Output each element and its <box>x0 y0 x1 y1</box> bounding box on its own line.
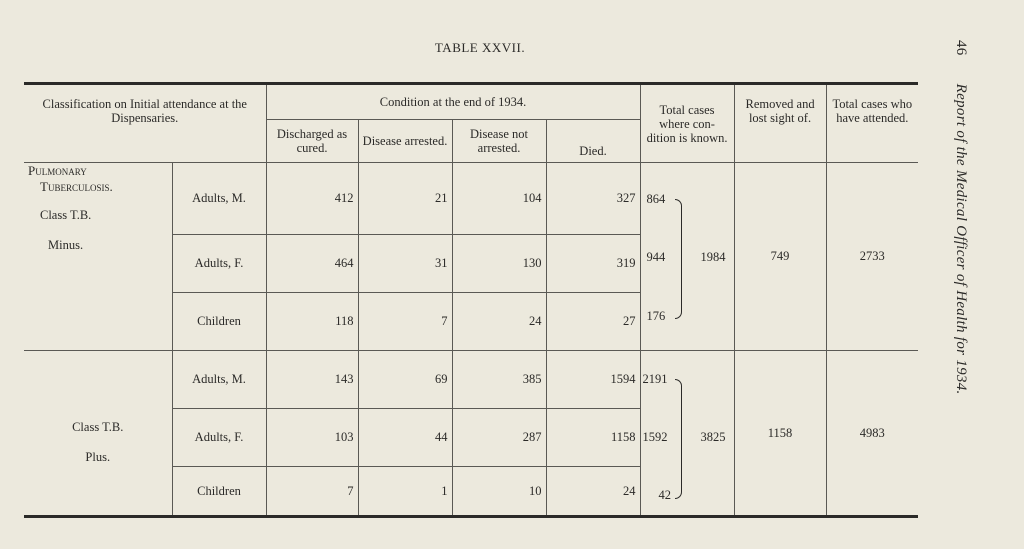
cell-cat: Children <box>172 293 266 351</box>
header-classification: Classification on Initial attendance at the Dispensaries. <box>24 84 266 163</box>
table-row <box>24 351 918 409</box>
cell-died: 1158 <box>546 409 640 467</box>
cell-died: 24 <box>546 467 640 517</box>
known-value: 864 <box>646 192 666 206</box>
known-value: 944 <box>646 250 666 264</box>
label-class-plus: Class T.B. <box>72 420 124 434</box>
cell-arrested: 69 <box>358 351 452 409</box>
cell-discharged: 7 <box>266 467 358 517</box>
tuberculosis-table <box>24 82 918 518</box>
known-value: 176 <box>646 309 666 323</box>
cell-cat: Adults, M. <box>172 163 266 235</box>
page-number: 46 <box>953 40 969 56</box>
cell-arrested: 44 <box>358 409 452 467</box>
cell-arrested: 1 <box>358 467 452 517</box>
bracket <box>675 379 682 499</box>
cell-known-group-plus <box>640 351 734 517</box>
header-discharged: Discharged as cured. <box>266 120 358 163</box>
label-class-minus: Class T.B. <box>40 208 92 222</box>
cell-not-arrested: 10 <box>452 467 546 517</box>
label-plus: Plus. <box>85 450 111 464</box>
header-total-known: Total cases where con-dition is known. <box>640 84 734 163</box>
known-value: 42 <box>658 488 672 502</box>
section-label-minus <box>24 163 172 351</box>
header-condition: Condition at the end of 1934. <box>266 84 640 120</box>
cell-discharged: 464 <box>266 235 358 293</box>
cell-removed-minus: 749 <box>734 163 826 351</box>
cell-total-minus: 2733 <box>826 163 918 351</box>
label-pulmonary: Pulmonary <box>28 163 87 178</box>
table-title: TABLE XXVII. <box>434 40 526 55</box>
cell-discharged: 103 <box>266 409 358 467</box>
label-tuberculosis: Tuberculosis. <box>40 179 113 194</box>
running-head-text: Report of the Medical Officer of Health for 1934. <box>953 83 969 395</box>
cell-known-group-minus <box>640 163 734 351</box>
cell-not-arrested: 104 <box>452 163 546 235</box>
header-died: Died. <box>546 120 640 163</box>
cell-died: 319 <box>546 235 640 293</box>
cell-arrested: 21 <box>358 163 452 235</box>
cell-cat: Children <box>172 467 266 517</box>
cell-removed-plus: 1158 <box>734 351 826 517</box>
table-row <box>24 163 918 235</box>
header-not-arrested: Disease not arrested. <box>452 120 546 163</box>
cell-arrested: 7 <box>358 293 452 351</box>
header-total-attended: Total cases who have attended. <box>826 84 918 163</box>
cell-arrested: 31 <box>358 235 452 293</box>
header-arrested: Disease arrested. <box>358 120 452 163</box>
running-head <box>952 40 969 395</box>
known-total-minus: 1984 <box>700 250 726 264</box>
cell-cat: Adults, M. <box>172 351 266 409</box>
known-value: 2191 <box>642 372 668 386</box>
cell-cat: Adults, F. <box>172 409 266 467</box>
cell-died: 27 <box>546 293 640 351</box>
cell-not-arrested: 24 <box>452 293 546 351</box>
known-value: 1592 <box>642 430 668 444</box>
header-removed: Removed and lost sight of. <box>734 84 826 163</box>
cell-not-arrested: 385 <box>452 351 546 409</box>
cell-discharged: 412 <box>266 163 358 235</box>
cell-not-arrested: 130 <box>452 235 546 293</box>
cell-died: 327 <box>546 163 640 235</box>
cell-died: 1594 <box>546 351 640 409</box>
cell-cat: Adults, F. <box>172 235 266 293</box>
cell-not-arrested: 287 <box>452 409 546 467</box>
cell-discharged: 118 <box>266 293 358 351</box>
section-label-plus <box>24 351 172 517</box>
cell-discharged: 143 <box>266 351 358 409</box>
cell-total-plus: 4983 <box>826 351 918 517</box>
label-minus: Minus. <box>48 238 84 252</box>
known-total-plus: 3825 <box>700 430 726 444</box>
bracket <box>675 199 682 319</box>
